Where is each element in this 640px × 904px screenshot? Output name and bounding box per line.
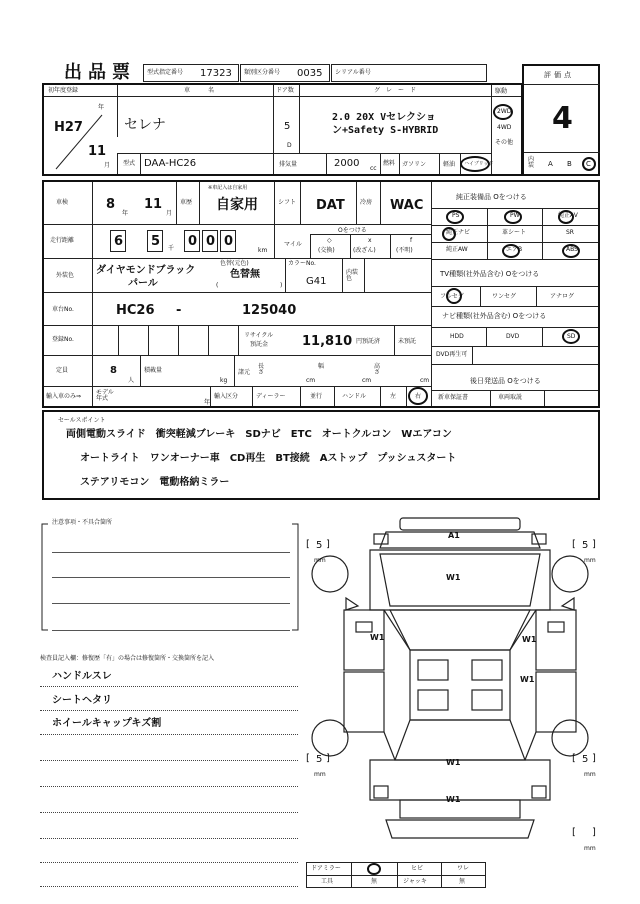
equip-ps-circle	[446, 210, 464, 224]
capacity-value: 8	[110, 365, 117, 376]
first-reg-slash	[50, 113, 110, 173]
rating-box: 評価点 4 内装 A B C	[522, 64, 600, 176]
grade-line1: 2.0 20X Vセレクショ	[332, 112, 436, 123]
model-cert-box: 型式指定番号 17323	[143, 64, 239, 82]
doors-value: 5	[284, 121, 291, 132]
car-name: セレナ	[124, 117, 166, 133]
selling-points-box: セールスポイント 両側電動スライド 衝突軽減ブレーキ SDナビ ETC オートクルコン Wエアコン オートライト ワンオーナー車 CD再生 BT接続 Aストップ プッシュスタート ステアリモコン 電動格納ミラー	[42, 410, 600, 500]
diagram-label-a1: A1	[448, 531, 460, 540]
grade-line2: ン+Safety S-HYBRID	[332, 125, 439, 136]
equip-navi-circle	[442, 227, 456, 241]
exterior-color-line1: ダイヤモンドブラック	[96, 265, 196, 276]
footer-table: ドアミラー ヒビ ワレ 工具 無 ジャッキ 無	[306, 862, 486, 888]
equip-abs-circle	[562, 244, 580, 258]
diagram-label-w1-right-rear: W1	[520, 675, 535, 684]
door-mirror-mark	[367, 863, 381, 875]
diagram-label-w1-rear: W1	[446, 758, 461, 767]
ac-value: WAC	[390, 198, 424, 213]
diagram-label-w1-hood: W1	[446, 573, 461, 582]
exterior-color-line2: パール	[128, 278, 158, 289]
shift-value: DAT	[316, 198, 345, 213]
category-value: 0035	[297, 68, 323, 79]
diagram-label-w1-right-front: W1	[522, 635, 537, 644]
inspection-month: 11	[144, 197, 163, 212]
handle-right-circle	[408, 387, 428, 405]
note-item-1: ハンドルスレ	[52, 671, 112, 682]
drive-2wd-circle	[493, 104, 513, 120]
equip-airbag-circle	[502, 244, 520, 258]
mileage-digit-4: 0	[206, 234, 216, 249]
vehicle-box: 初年度登録 車名 ドア数 グレード 駆動 H27 年 11 月 セレナ 5 D 2.0 20X Vセレクショ ン+Safety S-HYBRID 2WD 4WD その他 型式 DAA-HC26 排気量 2000 cc 燃料 ガソリン 軽油 ハイブリッド	[42, 83, 523, 176]
details-box: 車検 8 年 11 月 車歴 ※車記入は自家用 自家用 シフト DAT 冷房 WAC 走行距離 6 5 千 0 0 0 km Oをつける マイル ◇ (交換) x (改ざん) f (不明) 外装色 ダイヤモンドブラック パール 色替(元色) 色替無 ( ) カラーNo. G41 内装色 車台No. HC26 - 125040 登録No. リサイクル 預託金 11,810 円預託済 未預託 定員 8 人 積載量 kg 諸元 長さ cm 幅 cm 高さ cm 輸入車のみ⇒ モデル年式 年 輸入区分 ディーラー 並行 ハンドル 左 右 純正装備品 Oをつける PS PW 純正AV 純正ナビ 革シート SR 純正AW エアB ABS TV種類(社外品含む) Oをつける フルセグ ワンセグ アナログ ナビ種類(社外品含む) Oをつける HDD DVD SD DVD再生可 後日発送品 Oをつける 新車保証書 車両取説	[42, 180, 600, 408]
first-reg-year: H27	[54, 120, 83, 135]
fuel-hybrid-circle	[460, 156, 490, 172]
mileage-digit-2: 5	[151, 234, 161, 249]
caution-bracket-left	[40, 522, 50, 632]
selling-line-3: ステアリモコン 電動格納ミラー	[80, 477, 230, 488]
color-no-value: G41	[306, 276, 327, 287]
caution-bracket-right	[290, 522, 300, 632]
chassis-prefix: HC26	[116, 303, 155, 318]
diagram-label-w1-bumper: W1	[446, 795, 461, 804]
tire-br-value: 5	[582, 754, 589, 765]
mileage-digit-5: 0	[224, 234, 234, 249]
rating-value: 4	[552, 101, 573, 136]
tire-tl-value: 5	[316, 540, 323, 551]
tv-fullseg-circle	[446, 288, 462, 304]
displacement-value: 2000	[334, 158, 360, 169]
chassis-number: 125040	[242, 303, 297, 318]
page-title: 出品票	[64, 62, 136, 83]
category-box: 類別区分番号 0035	[240, 64, 330, 82]
equip-pw-circle	[504, 210, 522, 224]
history-value: 自家用	[216, 197, 258, 213]
tire-bl-value: 5	[316, 754, 323, 765]
mileage-digit-1: 6	[114, 234, 124, 249]
first-reg-month: 11	[88, 144, 107, 159]
note-item-2: シートヘタリ	[52, 695, 112, 706]
note-item-3: ホイールキャップキズ割	[52, 718, 162, 729]
navi-sd-circle	[562, 329, 580, 344]
equip-av-circle	[558, 210, 574, 224]
mileage-digit-3: 0	[188, 234, 198, 249]
interior-c-circle	[582, 157, 596, 171]
model-cert-value: 17323	[200, 68, 232, 79]
recycle-value: 11,810	[302, 334, 353, 349]
inspection-year: 8	[106, 197, 116, 212]
car-damage-diagram	[300, 510, 600, 860]
diagram-label-w1-left-front: W1	[370, 633, 385, 642]
selling-line-1: 両側電動スライド 衝突軽減ブレーキ SDナビ ETC オートクルコン Wエアコン	[66, 429, 452, 440]
type-value: DAA-HC26	[144, 158, 197, 169]
selling-line-2: オートライト ワンオーナー車 CD再生 BT接続 Aストップ プッシュスタート	[80, 453, 457, 464]
repaint-value: 色替無	[230, 269, 260, 280]
tire-tl-bracket: [	[306, 539, 310, 550]
serial-box: シリアル番号	[331, 64, 487, 82]
tire-tr-value: 5	[582, 540, 589, 551]
